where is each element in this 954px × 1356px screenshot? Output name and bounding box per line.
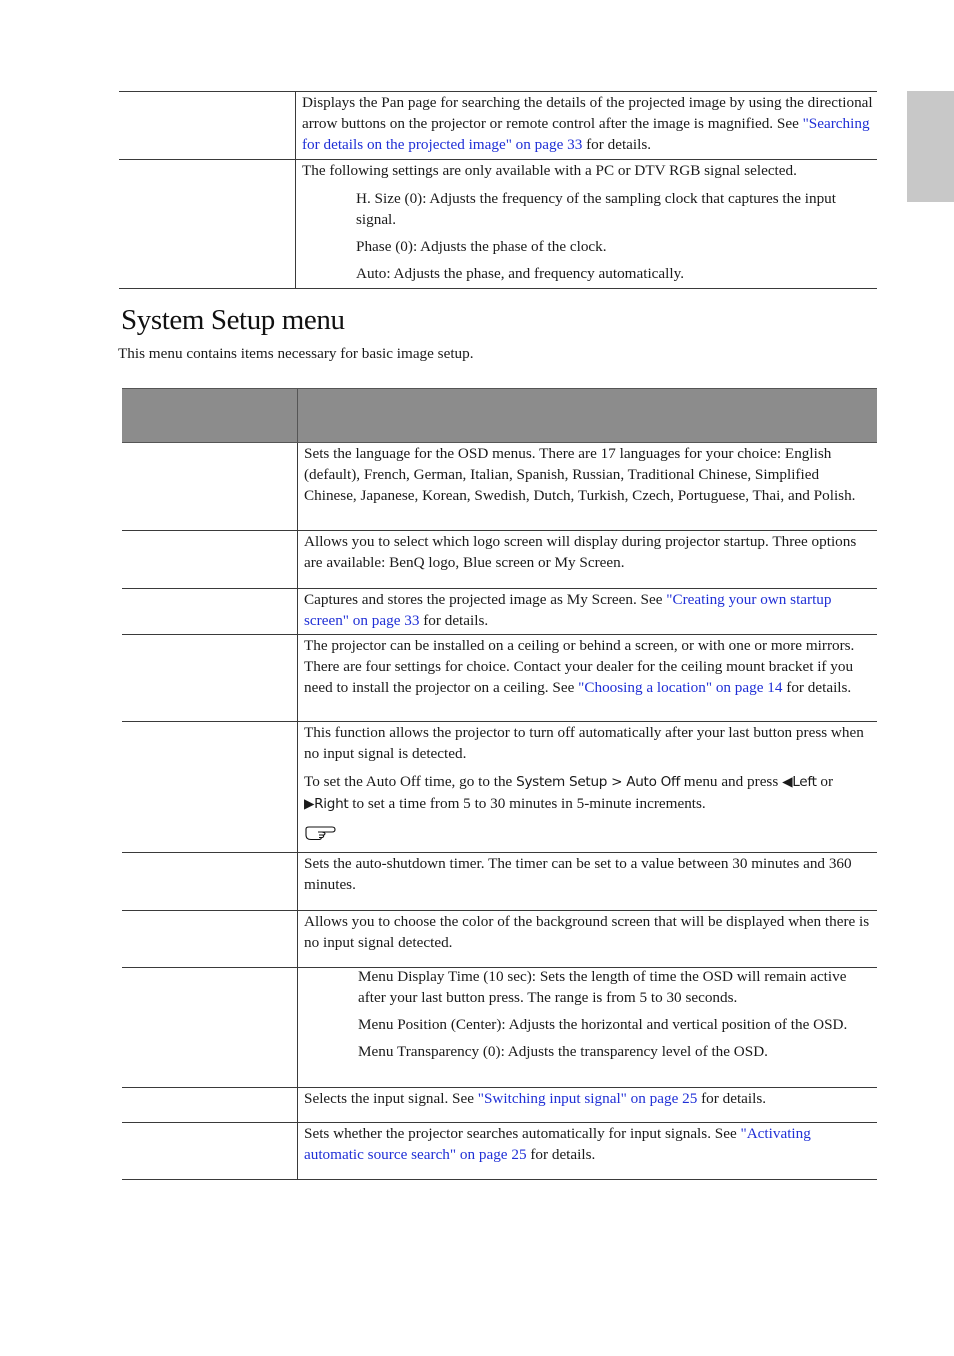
description-text: Sets whether the projector searches automatically for input signals. See [304,1125,741,1142]
continued-settings-table [119,91,877,289]
table-row [122,635,877,722]
description-cell [296,160,877,288]
description-cell [298,853,877,910]
item-name-cell [119,92,296,159]
description-text: Captures and stores the projected image as My Screen. See [304,591,667,608]
table-row [122,853,877,911]
description-cell [298,911,877,967]
header-cell-function [122,389,298,442]
table-row [122,1123,877,1180]
list-item: Menu Display Time (10 sec): Sets the length of time the OSD will remain active after your last button press. The range is from 5 to 30 seconds. [358,968,847,1006]
item-name-cell [122,1123,298,1179]
description-cell [298,589,877,634]
description-text: for details. [697,1090,767,1107]
item-name-cell [122,1088,298,1122]
table-row [122,911,877,968]
table-row [122,443,877,531]
description-cell [298,1088,877,1122]
description-text: for details. [582,136,652,153]
auto-source-search-link[interactable]: "Activating automatic source search" on page 25 [304,1125,811,1163]
item-name-cell [122,853,298,910]
description-text: The projector can be installed on a ceiling or behind a screen, or with one or more mirrors. There are four settings for choice. Contact your dealer for the ceiling mount bracket if you need to install the projector on a ceiling. See [304,637,855,696]
left-arrow-icon: ◀ [782,774,793,790]
left-key-label: Left [792,774,817,790]
table-row [119,159,877,289]
table-row [122,1088,877,1123]
description-text: for details. [782,679,852,696]
section-title: System Setup menu [121,304,345,336]
item-name-cell [122,635,298,721]
description-text: menu and press [679,773,783,790]
description-cell [298,722,877,852]
description-text: for details. [419,612,489,629]
table-row [122,531,877,589]
description-text: or [816,773,834,790]
section-intro: This menu contains items necessary for basic image setup. [118,345,474,362]
menu-path: System Setup > Auto Off [516,774,680,790]
pointing-hand-icon [304,823,338,847]
item-name-cell [122,911,298,967]
description-cell [298,968,877,1087]
description-cell [298,443,877,530]
list-item: H. Size (0): Adjusts the frequency of the sampling clock that captures the input signal. [356,190,836,228]
description-cell [296,92,877,159]
item-name-cell [119,160,296,288]
description-text: for details. [526,1146,596,1163]
description-text: To set the Auto Off time, go to the [304,773,517,790]
background-color-description: Allows you to choose the color of the background screen that will be displayed when there is no input signal detected. [304,913,870,951]
description-cell [298,635,877,721]
description-text: Selects the input signal. See [304,1090,478,1107]
system-setup-table [122,388,877,1180]
description-text: to set a time from 5 to 30 minutes in 5-minute increments. [348,795,706,812]
description-text: The following settings are only available with a PC or DTV RGB signal selected. [302,162,797,179]
splash-screen-description: Allows you to select which logo screen will display during projector startup. Three options are available: BenQ logo, Blue screen or My Screen. [304,533,857,571]
choosing-location-link[interactable]: "Choosing a location" on page 14 [578,679,783,696]
pan-page-link[interactable]: "Searching for details on the projected image" on page 33 [302,115,870,153]
auto-off-instructions [304,771,873,815]
item-name-cell [122,443,298,530]
item-name-cell [122,722,298,852]
table-row [122,589,877,635]
table-row [122,968,877,1088]
item-name-cell [122,589,298,634]
chapter-side-tab [907,91,954,202]
startup-screen-link[interactable]: "Creating your own startup screen" on page 33 [304,591,832,629]
sleep-timer-description: Sets the auto-shutdown timer. The timer can be set to a value between 30 minutes and 360 minutes. [304,855,852,893]
switching-input-link[interactable]: "Switching input signal" on page 25 [477,1090,698,1107]
auto-off-description: This function allows the projector to turn off automatically after your last button press when no input signal is detected. [304,724,864,762]
right-arrow-icon: ▶ [304,796,315,812]
table-row [119,91,877,159]
table-header [122,388,877,443]
right-key-label: Right [314,796,349,812]
description-cell [298,531,877,588]
item-name-cell [122,968,298,1087]
description-cell [298,1123,877,1179]
item-name-cell [122,531,298,588]
description-text: Displays the Pan page for searching the details of the projected image by using the directional arrow buttons on the projector or remote control after the image is magnified. See [302,94,873,132]
header-cell-description [298,389,877,442]
list-item: Auto: Adjusts the phase, and frequency automatically. [356,265,684,282]
table-row [122,722,877,853]
list-item: Menu Transparency (0): Adjusts the transparency level of the OSD. [358,1043,768,1060]
list-item: Phase (0): Adjusts the phase of the clock. [356,238,607,255]
language-description: Sets the language for the OSD menus. There are 17 languages for your choice: English (default), French, German, Italian, Spanish, Russian, Traditional Chinese, Simplified Chinese, Japanese, Korean, Swedish, Dutch, Turkish, Czech, Portuguese, Thai, and Polish. [304,445,856,504]
list-item: Menu Position (Center): Adjusts the horizontal and vertical position of the OSD. [358,1016,848,1033]
